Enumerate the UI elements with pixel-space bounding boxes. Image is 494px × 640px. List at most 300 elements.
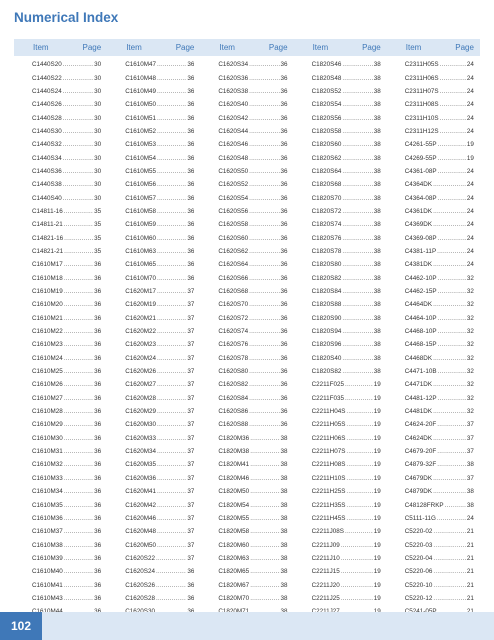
dot-leader: [440, 115, 466, 122]
dot-leader: [64, 475, 93, 482]
dot-leader: [249, 221, 279, 228]
index-entry: [218, 365, 287, 378]
item-number: C14811-21: [32, 221, 63, 229]
page-ref: 36: [280, 394, 288, 402]
page-ref: 38: [280, 514, 288, 522]
index-entry: [312, 525, 381, 538]
dot-leader: [250, 542, 279, 549]
index-entry: [405, 178, 474, 191]
dot-leader: [433, 568, 466, 575]
index-entry: [312, 578, 381, 591]
page-ref: 36: [94, 341, 102, 349]
index-entry: [312, 298, 381, 311]
page-ref: 38: [280, 554, 288, 562]
index-entry: [312, 98, 381, 111]
index-entry: [125, 85, 194, 98]
index-entry: [32, 178, 101, 191]
index-entry: [218, 298, 287, 311]
index-entry: [32, 552, 101, 565]
footer-bar: [0, 612, 494, 640]
index-entry: [312, 125, 381, 138]
page-ref: 36: [94, 408, 102, 416]
dot-leader: [346, 502, 372, 509]
dot-leader: [438, 328, 466, 335]
dot-leader: [342, 235, 372, 242]
item-header: Item: [33, 43, 49, 52]
item-number: C1820S72: [311, 207, 342, 215]
item-number: C1820M41: [218, 461, 250, 469]
dot-leader: [249, 328, 279, 335]
item-number: C2211H05S: [311, 421, 346, 429]
item-number: C2311H10S: [404, 114, 439, 122]
index-entry: [312, 111, 381, 124]
item-number: C1620S26: [125, 581, 155, 589]
dot-leader: [249, 155, 279, 162]
page-ref: 24: [466, 207, 474, 215]
page-ref: 36: [187, 61, 195, 69]
dot-leader: [157, 275, 186, 282]
dot-leader: [342, 61, 372, 68]
index-entry: [312, 472, 381, 485]
dot-leader: [433, 582, 466, 589]
page-ref: 38: [373, 74, 381, 82]
item-number: C1610M31: [32, 448, 63, 456]
item-number: C4361-08P: [404, 167, 437, 175]
dot-leader: [157, 101, 186, 108]
page-ref: 36: [280, 328, 288, 336]
dot-leader: [342, 75, 372, 82]
item-number: C1440S20: [32, 61, 62, 69]
item-header: Item: [312, 43, 329, 52]
dot-leader: [157, 141, 186, 148]
page-ref: 19: [373, 594, 381, 602]
index-entry: [218, 125, 287, 138]
dot-leader: [433, 181, 466, 188]
index-entry: [405, 458, 474, 471]
page-ref: 19: [373, 581, 381, 589]
index-entry: [312, 485, 381, 498]
page-ref: 36: [94, 528, 102, 536]
page-ref: 37: [187, 328, 195, 336]
item-number: C2211H45S: [311, 514, 346, 522]
index-entry: [125, 432, 194, 445]
index-entry: [125, 231, 194, 244]
dot-leader: [341, 595, 373, 602]
page-ref: 36: [94, 514, 102, 522]
item-number: C2211H25S: [311, 488, 346, 496]
page-ref: 19: [373, 488, 381, 496]
index-entry: [405, 312, 474, 325]
item-number: C4468-10P: [404, 328, 437, 336]
page-ref: 36: [187, 234, 195, 242]
dot-leader: [157, 75, 186, 82]
dot-leader: [157, 368, 186, 375]
item-number: C1820S90: [311, 314, 342, 322]
dot-leader: [156, 555, 186, 562]
item-number: C2211J25: [311, 594, 340, 602]
item-number: C1820S80: [311, 261, 342, 269]
page-ref: 37: [466, 474, 474, 482]
index-entry: [125, 365, 194, 378]
dot-leader: [63, 101, 93, 108]
page-ref: 36: [94, 381, 102, 389]
index-entry: [218, 245, 287, 258]
index-entry: [32, 85, 101, 98]
item-number: C1620S24: [125, 568, 155, 576]
item-number: C1620S52: [218, 181, 249, 189]
column-header-2: [107, 39, 200, 56]
dot-leader: [64, 488, 93, 495]
page-ref: 30: [94, 61, 102, 69]
dot-leader: [157, 181, 186, 188]
page-ref: 36: [187, 221, 195, 229]
index-entry: [32, 578, 101, 591]
page-ref: 36: [94, 328, 102, 336]
page-ref: 30: [94, 141, 102, 149]
item-number: C4879-32F: [404, 461, 437, 469]
index-entry: [125, 498, 194, 511]
page-ref: 24: [466, 181, 474, 189]
dot-leader: [64, 261, 93, 268]
item-number: C1620S58: [218, 221, 249, 229]
page-ref: 24: [466, 261, 474, 269]
page-ref: 19: [373, 461, 381, 469]
index-entry: [32, 485, 101, 498]
item-number: C1610M17: [32, 261, 63, 269]
item-number: C2211H10S: [311, 474, 346, 482]
item-number: C1610M60: [125, 234, 156, 242]
page-ref: 36: [280, 247, 288, 255]
page-ref: 32: [466, 368, 474, 376]
index-entry: [32, 405, 101, 418]
item-number: C1610M48: [125, 74, 156, 82]
item-number: C1620M26: [125, 368, 156, 376]
page-ref: 37: [187, 341, 195, 349]
index-entry: [32, 432, 101, 445]
page-ref: 19: [466, 141, 474, 149]
index-entry: [218, 352, 287, 365]
page-ref: 36: [280, 141, 288, 149]
item-number: C1620M21: [125, 314, 156, 322]
index-entry: [405, 498, 474, 511]
index-entry: [125, 525, 194, 538]
index-entry: [405, 218, 474, 231]
index-entry: [32, 111, 101, 124]
page-ref: 32: [466, 288, 474, 296]
page-ref: 30: [94, 127, 102, 135]
dot-leader: [157, 421, 186, 428]
page-ref: 30: [94, 181, 102, 189]
item-number: C1820S82: [311, 274, 342, 282]
index-entry: [218, 458, 287, 471]
page-ref: 36: [280, 61, 288, 69]
dot-leader: [157, 155, 186, 162]
dot-leader: [63, 61, 93, 68]
dot-leader: [249, 75, 279, 82]
item-number: C4381-11P: [404, 247, 437, 255]
index-entry: [218, 258, 287, 271]
page-ref: 36: [94, 474, 102, 482]
item-number: C2311H08S: [404, 101, 439, 109]
index-entry: [32, 378, 101, 391]
dot-leader: [440, 61, 466, 68]
item-number: C1620S88: [218, 421, 249, 429]
dot-leader: [342, 101, 372, 108]
item-number: C5220-12: [404, 594, 433, 602]
index-entry: [218, 538, 287, 551]
page-ref: 38: [373, 141, 381, 149]
item-header: Item: [405, 43, 422, 52]
item-number: C1620S76: [218, 341, 249, 349]
page-ref: 38: [373, 181, 381, 189]
page-title: Numerical Index: [14, 10, 119, 25]
index-entry: [312, 338, 381, 351]
page-ref: 37: [187, 408, 195, 416]
dot-leader: [342, 155, 372, 162]
item-number: C5220-04: [404, 554, 433, 562]
page-ref: 30: [94, 101, 102, 109]
dot-leader: [433, 542, 466, 549]
dot-leader: [157, 195, 186, 202]
item-number: C1620S82: [218, 381, 249, 389]
dot-leader: [157, 208, 186, 215]
item-number: C1820M70: [218, 594, 250, 602]
item-number: C1610M25: [32, 368, 63, 376]
index-entry: [32, 151, 101, 164]
page-ref: 38: [373, 368, 381, 376]
index-entry: [32, 525, 101, 538]
index-entry: [218, 58, 287, 71]
index-entry: [405, 165, 474, 178]
dot-leader: [342, 288, 372, 295]
page-ref: 38: [373, 221, 381, 229]
page-ref: 38: [280, 594, 288, 602]
page-ref: 36: [280, 114, 288, 122]
item-number: C1620S66: [218, 274, 249, 282]
dot-leader: [342, 128, 372, 135]
item-number: C1610M22: [32, 328, 63, 336]
page-ref: 36: [280, 354, 288, 362]
item-number: C1620S40: [218, 101, 249, 109]
dot-leader: [433, 208, 466, 215]
page-ref: 37: [187, 314, 195, 322]
item-number: C1620M22: [125, 328, 156, 336]
page-ref: 36: [280, 207, 288, 215]
dot-leader: [64, 542, 93, 549]
item-number: C1820S74: [311, 221, 342, 229]
dot-leader: [342, 181, 372, 188]
item-number: C4361DK: [404, 207, 433, 215]
page-ref: 36: [94, 568, 102, 576]
index-entry: [125, 272, 194, 285]
item-number: C1610M40: [32, 568, 63, 576]
index-entry: [312, 405, 381, 418]
dot-leader: [157, 502, 186, 509]
item-number: C1620M33: [125, 434, 156, 442]
dot-leader: [342, 115, 372, 122]
index-entry: [125, 378, 194, 391]
dot-leader: [157, 341, 186, 348]
dot-leader: [433, 488, 466, 495]
page-ref: 19: [373, 514, 381, 522]
dot-leader: [249, 341, 279, 348]
dot-leader: [250, 502, 279, 509]
index-entry: [32, 512, 101, 525]
page-ref: 36: [94, 301, 102, 309]
dot-leader: [157, 315, 186, 322]
index-entry: [125, 98, 194, 111]
dot-leader: [63, 155, 93, 162]
dot-leader: [157, 288, 186, 295]
index-entry: [125, 485, 194, 498]
page-ref: 35: [94, 234, 102, 242]
item-number: C4364DK: [404, 181, 433, 189]
index-entry: [405, 512, 474, 525]
page-ref: 19: [373, 474, 381, 482]
index-entry: [218, 205, 287, 218]
dot-leader: [342, 341, 372, 348]
page-ref: 36: [187, 101, 195, 109]
page-ref: 37: [187, 448, 195, 456]
page-ref: 36: [94, 394, 102, 402]
page-ref: 38: [280, 581, 288, 589]
index-entry: [405, 151, 474, 164]
dot-leader: [157, 515, 186, 522]
dot-leader: [438, 168, 466, 175]
item-number: C2311H05S: [404, 61, 439, 69]
index-entry: [32, 418, 101, 431]
index-entry: [125, 578, 194, 591]
item-number: C1620S74: [218, 328, 249, 336]
index-entry: [32, 71, 101, 84]
dot-leader: [249, 61, 279, 68]
index-entry: [218, 165, 287, 178]
item-number: C1620S50: [218, 167, 249, 175]
item-number: C4481-12P: [404, 394, 437, 402]
dot-leader: [63, 128, 93, 135]
index-entry: [312, 432, 381, 445]
page-ref: 24: [466, 514, 474, 522]
page-ref: 24: [466, 194, 474, 202]
index-entry: [125, 338, 194, 351]
page-ref: 19: [373, 394, 381, 402]
dot-leader: [345, 395, 373, 402]
index-entry: [405, 138, 474, 151]
page-ref: 38: [466, 488, 474, 496]
page-ref: 36: [187, 594, 195, 602]
item-number: C4679DK: [404, 474, 433, 482]
index-entry: [218, 565, 287, 578]
dot-leader: [157, 381, 186, 388]
item-number: C1610M52: [125, 127, 156, 135]
item-number: C1820S96: [311, 341, 342, 349]
index-entry: [218, 178, 287, 191]
item-number: C4481DK: [404, 408, 433, 416]
dot-leader: [445, 502, 466, 509]
page-ref: 36: [94, 288, 102, 296]
dot-leader: [250, 475, 279, 482]
index-entry: [218, 498, 287, 511]
index-entry: [125, 512, 194, 525]
item-number: C1620M28: [125, 394, 156, 402]
dot-leader: [249, 381, 279, 388]
page-ref: 21: [466, 541, 474, 549]
dot-leader: [64, 235, 93, 242]
index-entry: [32, 298, 101, 311]
index-entry: [125, 565, 194, 578]
page-ref: 37: [187, 488, 195, 496]
page-ref: 36: [187, 127, 195, 135]
index-entry: [32, 365, 101, 378]
dot-leader: [433, 261, 466, 268]
dot-leader: [341, 568, 373, 575]
page-ref: 36: [280, 274, 288, 282]
index-entry: [125, 458, 194, 471]
index-entry: [32, 538, 101, 551]
dot-leader: [438, 235, 466, 242]
dot-leader: [64, 248, 93, 255]
dot-leader: [64, 341, 93, 348]
page-ref: 19: [373, 568, 381, 576]
dot-leader: [433, 381, 466, 388]
dot-leader: [433, 528, 466, 535]
item-number: C2211H06S: [311, 434, 346, 442]
dot-leader: [157, 88, 186, 95]
index-entry: [32, 245, 101, 258]
item-number: C14821-21: [32, 247, 64, 255]
dot-leader: [433, 595, 466, 602]
page-ref: 24: [466, 221, 474, 229]
page-ref: 38: [373, 274, 381, 282]
dot-leader: [346, 435, 372, 442]
item-number: C4464DK: [404, 301, 433, 309]
column-header-3: [200, 39, 293, 56]
index-entry: [312, 552, 381, 565]
item-number: C1820M50: [218, 488, 250, 496]
dot-leader: [433, 408, 466, 415]
item-number: C4462-15P: [404, 288, 437, 296]
dot-leader: [157, 488, 186, 495]
page-ref: 36: [280, 234, 288, 242]
item-number: C1820S94: [311, 328, 342, 336]
item-number: C1610M63: [125, 247, 156, 255]
dot-leader: [64, 448, 93, 455]
page-number: 102: [10, 619, 32, 633]
item-header: Item: [126, 43, 142, 52]
index-entry: [405, 485, 474, 498]
dot-leader: [64, 328, 93, 335]
index-entry: [125, 352, 194, 365]
page-ref: 36: [187, 568, 195, 576]
page-ref: 38: [280, 448, 288, 456]
page-ref: 36: [280, 181, 288, 189]
index-entry: [218, 325, 287, 338]
item-number: C1620S36: [218, 74, 249, 82]
index-entry: [312, 205, 381, 218]
item-number: C1610M65: [125, 261, 156, 269]
page-ref: 38: [280, 568, 288, 576]
dot-leader: [346, 515, 372, 522]
index-entry: [32, 592, 101, 605]
item-number: C1820S62: [311, 154, 342, 162]
dot-leader: [63, 75, 93, 82]
page-ref: 36: [187, 261, 195, 269]
dot-leader: [249, 115, 279, 122]
dot-leader: [342, 315, 372, 322]
item-number: C1440S28: [32, 114, 62, 122]
item-number: C1610M55: [125, 167, 156, 175]
index-entry: [218, 512, 287, 525]
